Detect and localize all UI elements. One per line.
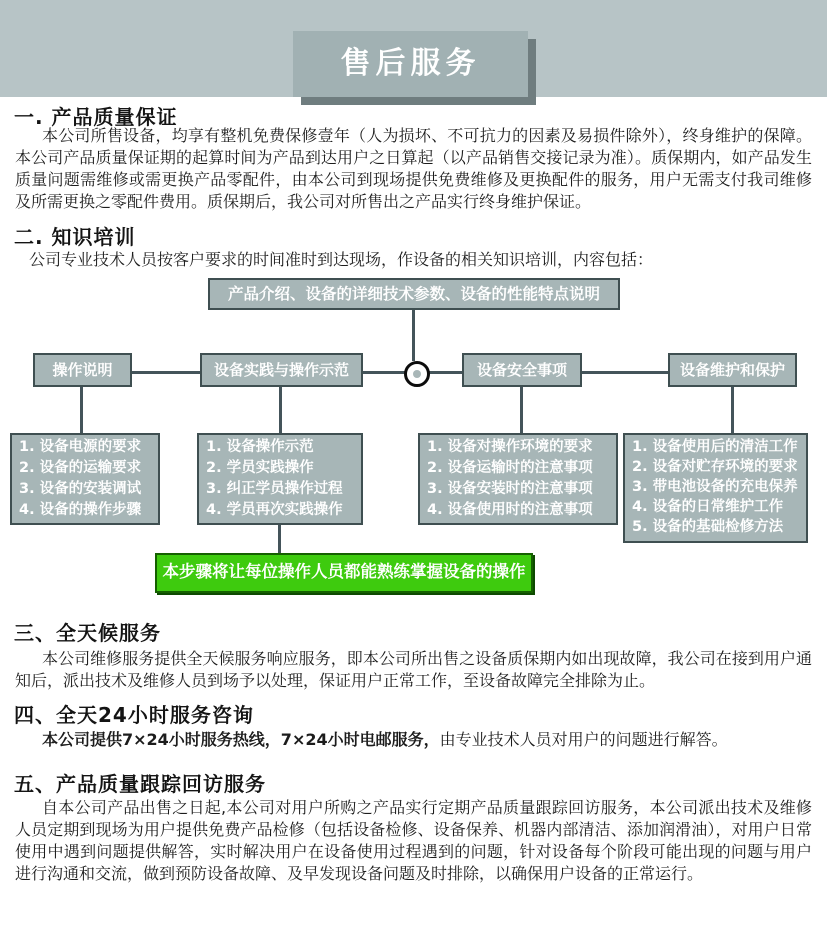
list-item: 3. 纠正学员操作过程 [206, 481, 343, 497]
flow-branch-box-maintenance: 设备维护和保护 [668, 353, 797, 387]
list-item: 4. 设备的日常维护工作 [632, 499, 784, 515]
list-item: 2. 设备运输时的注意事项 [427, 460, 593, 476]
connector-line [582, 371, 668, 374]
connector-line [428, 371, 464, 374]
list-item: 2. 设备对贮存环境的要求 [632, 459, 798, 475]
list-item: 5. 设备的基础检修方法 [632, 519, 784, 535]
list-item: 2. 学员实践操作 [206, 460, 314, 476]
list-item: 3. 带电池设备的充电保养 [632, 479, 798, 495]
connector-line [363, 371, 407, 374]
page-title: 售后服务 [293, 31, 528, 97]
section-heading-training: 二. 知识培训 [14, 225, 136, 249]
hotline-bold-text: 本公司提供7×24小时服务热线，7×24小时电邮服务， [42, 730, 440, 749]
connector-line [731, 387, 734, 433]
section-paragraph-allweather: 本公司维修服务提供全天候服务响应服务，即本公司所出售之设备质保期内如出现故障，我公司在接到用户通知后，派出技术及维修人员到场予以处理，保证用户正常工作，至设备故障完全排除为止。 [15, 649, 812, 690]
section-heading-quality: 一. 产品质量保证 [14, 105, 178, 129]
list-item: 2. 设备的运输要求 [19, 460, 142, 476]
flow-branch-box-practice: 设备实践与操作示范 [200, 353, 363, 387]
section-heading-followup: 五、产品质量跟踪回访服务 [14, 772, 266, 796]
section-paragraph-quality: 本公司所售设备，均享有整机免费保修壹年（人为损坏、不可抗力的因素及易损件除外），终身维护的保障。本公司产品质量保证期的起算时间为产品到达用户之日算起（以产品销售交接记录为准）。质保期内，如产品发生质量问题需维修或需更换产品零配件，由本公司到现场提供免费维修及更换配件的服务，用户无需支付我司维修及所需更换之零配件费用。质保期后，我公司对所售出之产品实行终身维护保证。 [15, 126, 812, 211]
list-item: 4. 设备使用时的注意事项 [427, 502, 593, 518]
hotline-regular-text: 由专业技术人员对用户的问题进行解答。 [439, 730, 728, 749]
section-paragraph-training-intro: 公司专业技术人员按客户要求的时间准时到达现场，作设备的相关知识培训，内容包括： [29, 250, 654, 269]
list-item: 3. 设备的安装调试 [19, 481, 142, 497]
flow-hub-node [404, 361, 430, 387]
section-heading-hotline: 四、全天24小时服务咨询 [14, 703, 254, 727]
flow-list-practice [197, 433, 363, 525]
list-item: 1. 设备电源的要求 [19, 439, 142, 455]
flow-list-maintenance [623, 433, 808, 543]
list-item: 3. 设备安装时的注意事项 [427, 481, 593, 497]
flow-list-operation [10, 433, 160, 525]
list-item: 1. 设备使用后的清洁工作 [632, 439, 798, 455]
flow-list-safety [418, 433, 618, 525]
list-item: 1. 设备对操作环境的要求 [427, 439, 593, 455]
flow-branch-box-safety: 设备安全事项 [462, 353, 582, 387]
flow-root-box: 产品介绍、设备的详细技术参数、设备的性能特点说明 [208, 278, 620, 310]
connector-line [520, 387, 523, 433]
connector-line [80, 387, 83, 433]
section-heading-allweather: 三、全天候服务 [14, 621, 161, 645]
flow-result-banner: 本步骤将让每位操作人员都能熟练掌握设备的操作 [155, 553, 533, 593]
section-paragraph-followup: 自本公司产品出售之日起,本公司对用户所购之产品实行定期产品质量跟踪回访服务，本公司派出技术及维修人员定期到现场为用户提供免费产品检修（包括设备检修、设备保养、机器内部清洁、添加润滑油），对用户日常使用中遇到问题提供解答，实时解决用户在设备使用过程遇到的问题，针对设备每个阶段可能出现的问题与用户进行沟通和交流，做到预防设备故障、及早发现设备问题及时排除，以确保用户设备的正常运行。 [15, 798, 812, 883]
connector-line [279, 387, 282, 433]
flow-hub-dot [413, 370, 421, 378]
flow-branch-box-operation: 操作说明 [33, 353, 132, 387]
connector-line [412, 310, 415, 361]
list-item: 1. 设备操作示范 [206, 439, 314, 455]
connector-line [278, 525, 281, 553]
list-item: 4. 设备的操作步骤 [19, 502, 142, 518]
section-paragraph-hotline [15, 729, 812, 751]
connector-line [132, 371, 200, 374]
list-item: 4. 学员再次实践操作 [206, 502, 343, 518]
